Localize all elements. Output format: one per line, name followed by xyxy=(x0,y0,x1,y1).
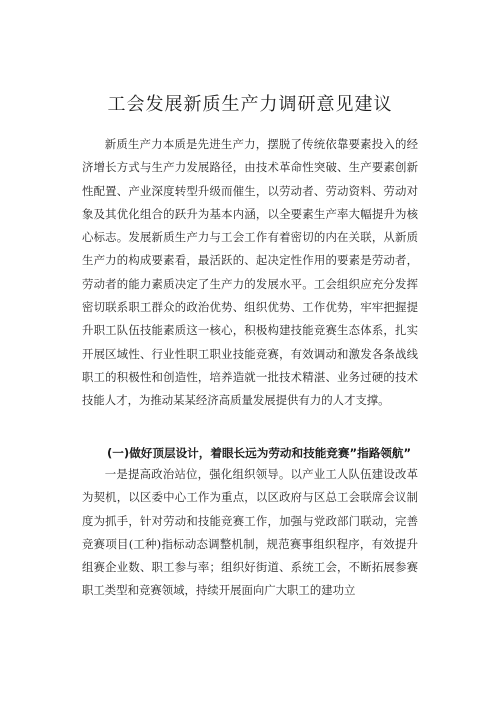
section-heading: (一)做好顶层设计，着眼长远为劳动和技能竞赛”指路领航” xyxy=(107,446,412,460)
body-paragraph-intro: 新质生产力本质是先进生产力，摆脱了传统依靠要素投入的经济增长方式与生产力发展路径，由技术革命性突破、生产要素创新性配置、产业深度转型升级而催生，以劳动者、劳动资料、劳动对象及其优化组合的跃升为基本内涵，以全要素生产率大幅提升为核心标志。发展新质生产力与工会工作有着密切的内在关联，从新质生产力的构成要素看，最活跃的、起决定性作用的要素是劳动者，劳动者的能力素质决定了生产力的发展水平。工会组织应充分发挥密切联系职工群众的政治优势、组织优势、工作优势，牢牢把握提升职工队伍技能素质这一核心，积极构建技能竞赛生态体系，扎实开展区域性、行业性职工职业技能竞赛，有效调动和激发各条战线职工的积极性和创造性，培养造就一批技术精湛、业务过硬的技术技能人才，为推动某某经济高质量发展提供有力的人才支撑。 xyxy=(82,137,418,408)
body-paragraph-section-1: 一是提高政治站位，强化组织领导。以产业工人队伍建设改革为契机，以区委中心工作为重点，以区政府与区总工会联席会议制度为抓手，针对劳动和技能竞赛工作，加强与党政部门联动，完善竞赛项目(工种)指标动态调整机制，规范赛事组织程序，有效提升组赛企业数、职工参与率；组织好街道、系统工会，不断拓展参赛职工类型和竞赛领域，持续开展面向广大职工的建功立 xyxy=(82,467,418,598)
document-title: 工会发展新质生产力调研意见建议 xyxy=(107,94,393,115)
